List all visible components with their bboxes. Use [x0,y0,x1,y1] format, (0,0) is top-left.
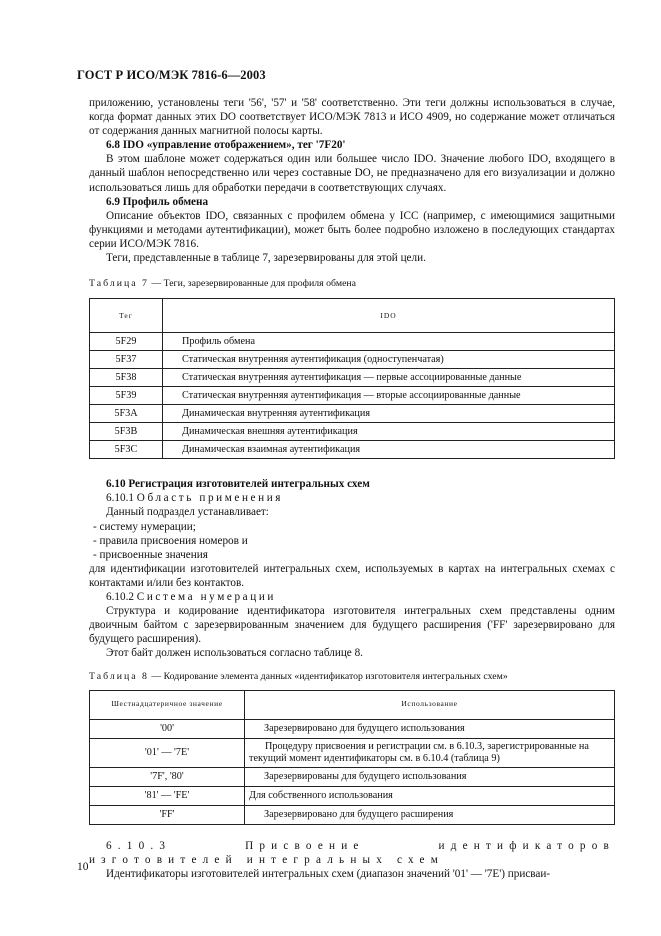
table-8-header-usage: Использование [245,690,615,719]
paragraph-6-10-1-b: для идентификации изготовителей интегральных схем, используемых в картах на интегральных схемах с контактами и/или без контактов. [89,562,615,589]
paragraph-6-9-a: Описание объектов IDO, связанных с профилем обмена у ICC (например, с имеющимися защитными функциями и методами аутентификации), может быть более подробно изложено в последующих стандартах серии ИСО/МЭК 7816. [89,209,615,250]
table-row: 5F38 Статическая внутренняя аутентификация — первые ассоциированные данные [90,369,615,387]
section-6-8-title: 6.8 IDO «управление отображением», тег '7F20' [106,139,346,152]
table-8-caption: Таблица 8 — Кодирование элемента данных «идентификатор изготовителя интегральных схем» [89,671,508,683]
paragraph-6-10-3: Идентификаторы изготовителей интегральных схем (диапазон значений '01' — '7E') присваи- [106,867,551,880]
document-header: ГОСТ Р ИСО/МЭК 7816-6—2003 [77,68,266,82]
table-row: 5F3B Динамическая внешняя аутентификация [90,423,615,441]
table-7-header-ido: IDO [163,299,615,333]
section-6-10-2-heading: 6.10.2 Система нумерации [106,590,276,603]
table-row: 5F39 Статическая внутренняя аутентификация — вторые ассоциированные данные [90,387,615,405]
section-6-9-title: 6.9 Профиль обмена [106,195,209,208]
table-8 [89,690,615,825]
table-row: '7F', '80' Зарезервированы для будущего использования [90,767,615,786]
document-body [89,96,615,881]
page-number: 10 [77,861,89,873]
paragraph-6-9-b: Теги, представленные в таблице 7, зарезервированы для этой цели. [106,252,426,265]
section-6-10-1-heading: 6.10.1 Область применения [106,492,284,505]
list-item: - присвоенные значения [93,548,208,561]
table-row: 5F3C Динамическая взаимная аутентификация [90,441,615,459]
table-8-header-hex: Шестнадцатеричное значение [90,690,245,719]
table-row: 5F3A Динамическая внутренняя аутентификация [90,405,615,423]
list [89,520,615,562]
table-row: 'FF' Зарезервировано для будущего расширения [90,805,615,824]
table-row: 5F37 Статическая внутренняя аутентификация (одноступенчатая) [90,351,615,369]
table-row: 5F29 Профиль обмена [90,333,615,351]
paragraph-6-10-2-b: Этот байт должен использоваться согласно таблице 8. [106,647,363,660]
section-6-10-title: 6.10 Регистрация изготовителей интегральных схем [106,478,370,491]
section-6-10-3-heading: 6.10.3 Присвоение идентификаторов изготовителей интегральных схем [89,839,615,866]
list-item: - правила присвоения номеров и [93,534,248,547]
paragraph-6-10-2-a: Структура и кодирование идентификатора изготовителя интегральных схем представлены одним двоичным байтом с зарезервированным значением для будущего расширения ('FF' зарезервировано для будущего расширения). [89,605,615,646]
table-7 [89,298,615,459]
paragraph-intro: приложению, установлены теги '56', '57' и '58' соответственно. Эти теги должны использоваться в случае, когда формат данных этих DO соответствует ИСО/МЭК 7813 и ИСО 4909, но содержание может отличаться от содержания данных магнитной полосы карты. [89,97,615,138]
paragraph-6-8: В этом шаблоне может содержаться один или большее число IDO. Значение любого IDO, входящего в данный шаблон непосредственно или через составные DO, не предназначено для его визуализации и должно использоваться лишь для обработки передачи в соответствующих случаях. [89,153,615,194]
table-7-header-tag: Тег [90,299,163,333]
table-row: '00' Зарезервировано для будущего использования [90,719,615,738]
table-row: '81' — 'FE' Для собственного использования [90,786,615,805]
table-row: '01' — '7E' Процедуру присвоения и регистрации см. в 6.10.3, зарегистрированные на текущий момент идентификаторы см. в 6.10.4 (таблица 9) [90,738,615,767]
list-item: - систему нумерации; [93,520,196,533]
paragraph-6-10-1: Данный подраздел устанавливает: [106,506,269,519]
table-7-caption: Таблица 7 — Теги, зарезервированные для профиля обмена [89,278,357,290]
